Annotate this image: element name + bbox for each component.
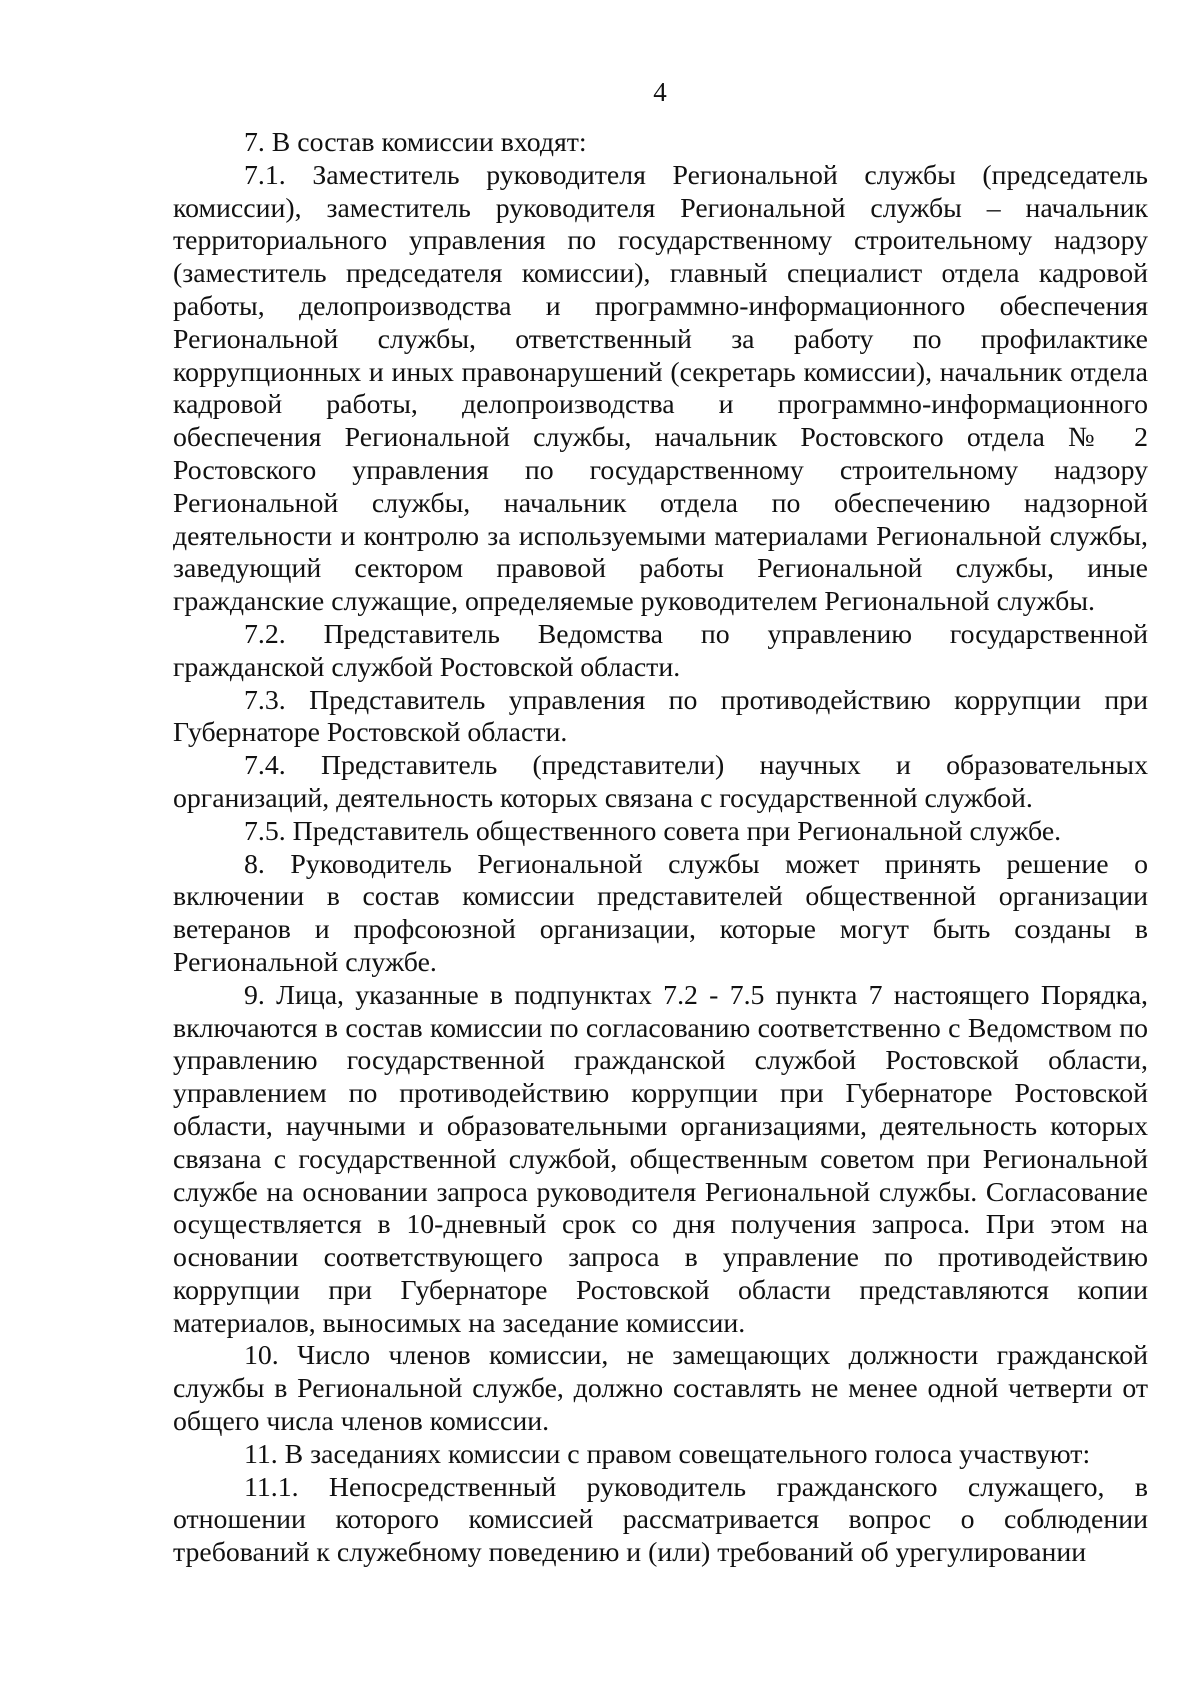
paragraph-7-2: 7.2. Представитель Ведомства по управлению государственной гражданской службой Ростовской области. bbox=[173, 618, 1148, 683]
paragraph-11-1: 11.1. Непосредственный руководитель гражданского служащего, в отношении которого комиссией рассматривается вопрос о соблюдении требований к служебному поведению и (или) требований об урегулировании bbox=[173, 1471, 1148, 1569]
page-number: 4 bbox=[653, 77, 667, 107]
paragraph-9: 9. Лица, указанные в подпунктах 7.2 - 7.5 пункта 7 настоящего Порядка, включаются в состав комиссии по согласованию соответственно с Ведомством по управлению государственной гражданской службой Ростовской области, управлением по противодействию коррупции при Губернаторе Ростовской области, научными и образовательными организациями, деятельность которых связана с государственной службой, общественным советом при Региональной службе на основании запроса руководителя Региональной службы. Согласование осуществляется в 10-дневный срок со дня получения запроса. При этом на основании соответствующего запроса в управление по противодействию коррупции при Губернаторе Ростовской области представляются копии материалов, выносимых на заседание комиссии. bbox=[173, 979, 1148, 1339]
paragraph-7-3: 7.3. Представитель управления по противодействию коррупции при Губернаторе Ростовской области. bbox=[173, 684, 1148, 749]
paragraph-7-4: 7.4. Представитель (представители) научных и образовательных организаций, деятельность которых связана с государственной службой. bbox=[173, 750, 1148, 814]
paragraph-8: 8. Руководитель Региональной службы может принять решение о включении в состав комиссии представителей общественной организации ветеранов и профсоюзной организации, которые могут быть созданы в Региональной службе. bbox=[173, 848, 1148, 978]
document-body bbox=[173, 127, 1148, 1570]
paragraph-7-1: 7.1. Заместитель руководителя Региональной службы (председатель комиссии), заместитель руководителя Региональной службы – начальник территориального управления по государственному строительному надзору (заместитель председателя комиссии), главный специалист отдела кадровой работы, делопроизводства и программно-информационного обеспечения Региональной службы, ответственный за работу по профилактике коррупционных и иных правонарушений (секретарь комиссии), начальник отдела кадровой работы, делопроизводства и программно-информационного обеспечения Региональной службы, начальник Ростовского отдела № 2 Ростовского управления по государственному строительному надзору Региональной службы, начальник отдела по обеспечению надзорной деятельности и контролю за используемыми материалами Региональной службы, заведующий сектором правовой работы Региональной службы, иные гражданские служащие, определяемые руководителем Региональной службы. bbox=[173, 159, 1148, 618]
paragraph-7-5: 7.5. Представитель общественного совета при Региональной службе. bbox=[244, 815, 1062, 847]
paragraph-11: 11. В заседаниях комиссии с правом совещательного голоса участвуют: bbox=[244, 1438, 1091, 1470]
paragraph-10: 10. Число членов комиссии, не замещающих должности гражданской службы в Региональной службе, должно составлять не менее одной четверти от общего числа членов комиссии. bbox=[173, 1340, 1148, 1438]
paragraph-7: 7. В состав комиссии входят: bbox=[244, 127, 587, 158]
